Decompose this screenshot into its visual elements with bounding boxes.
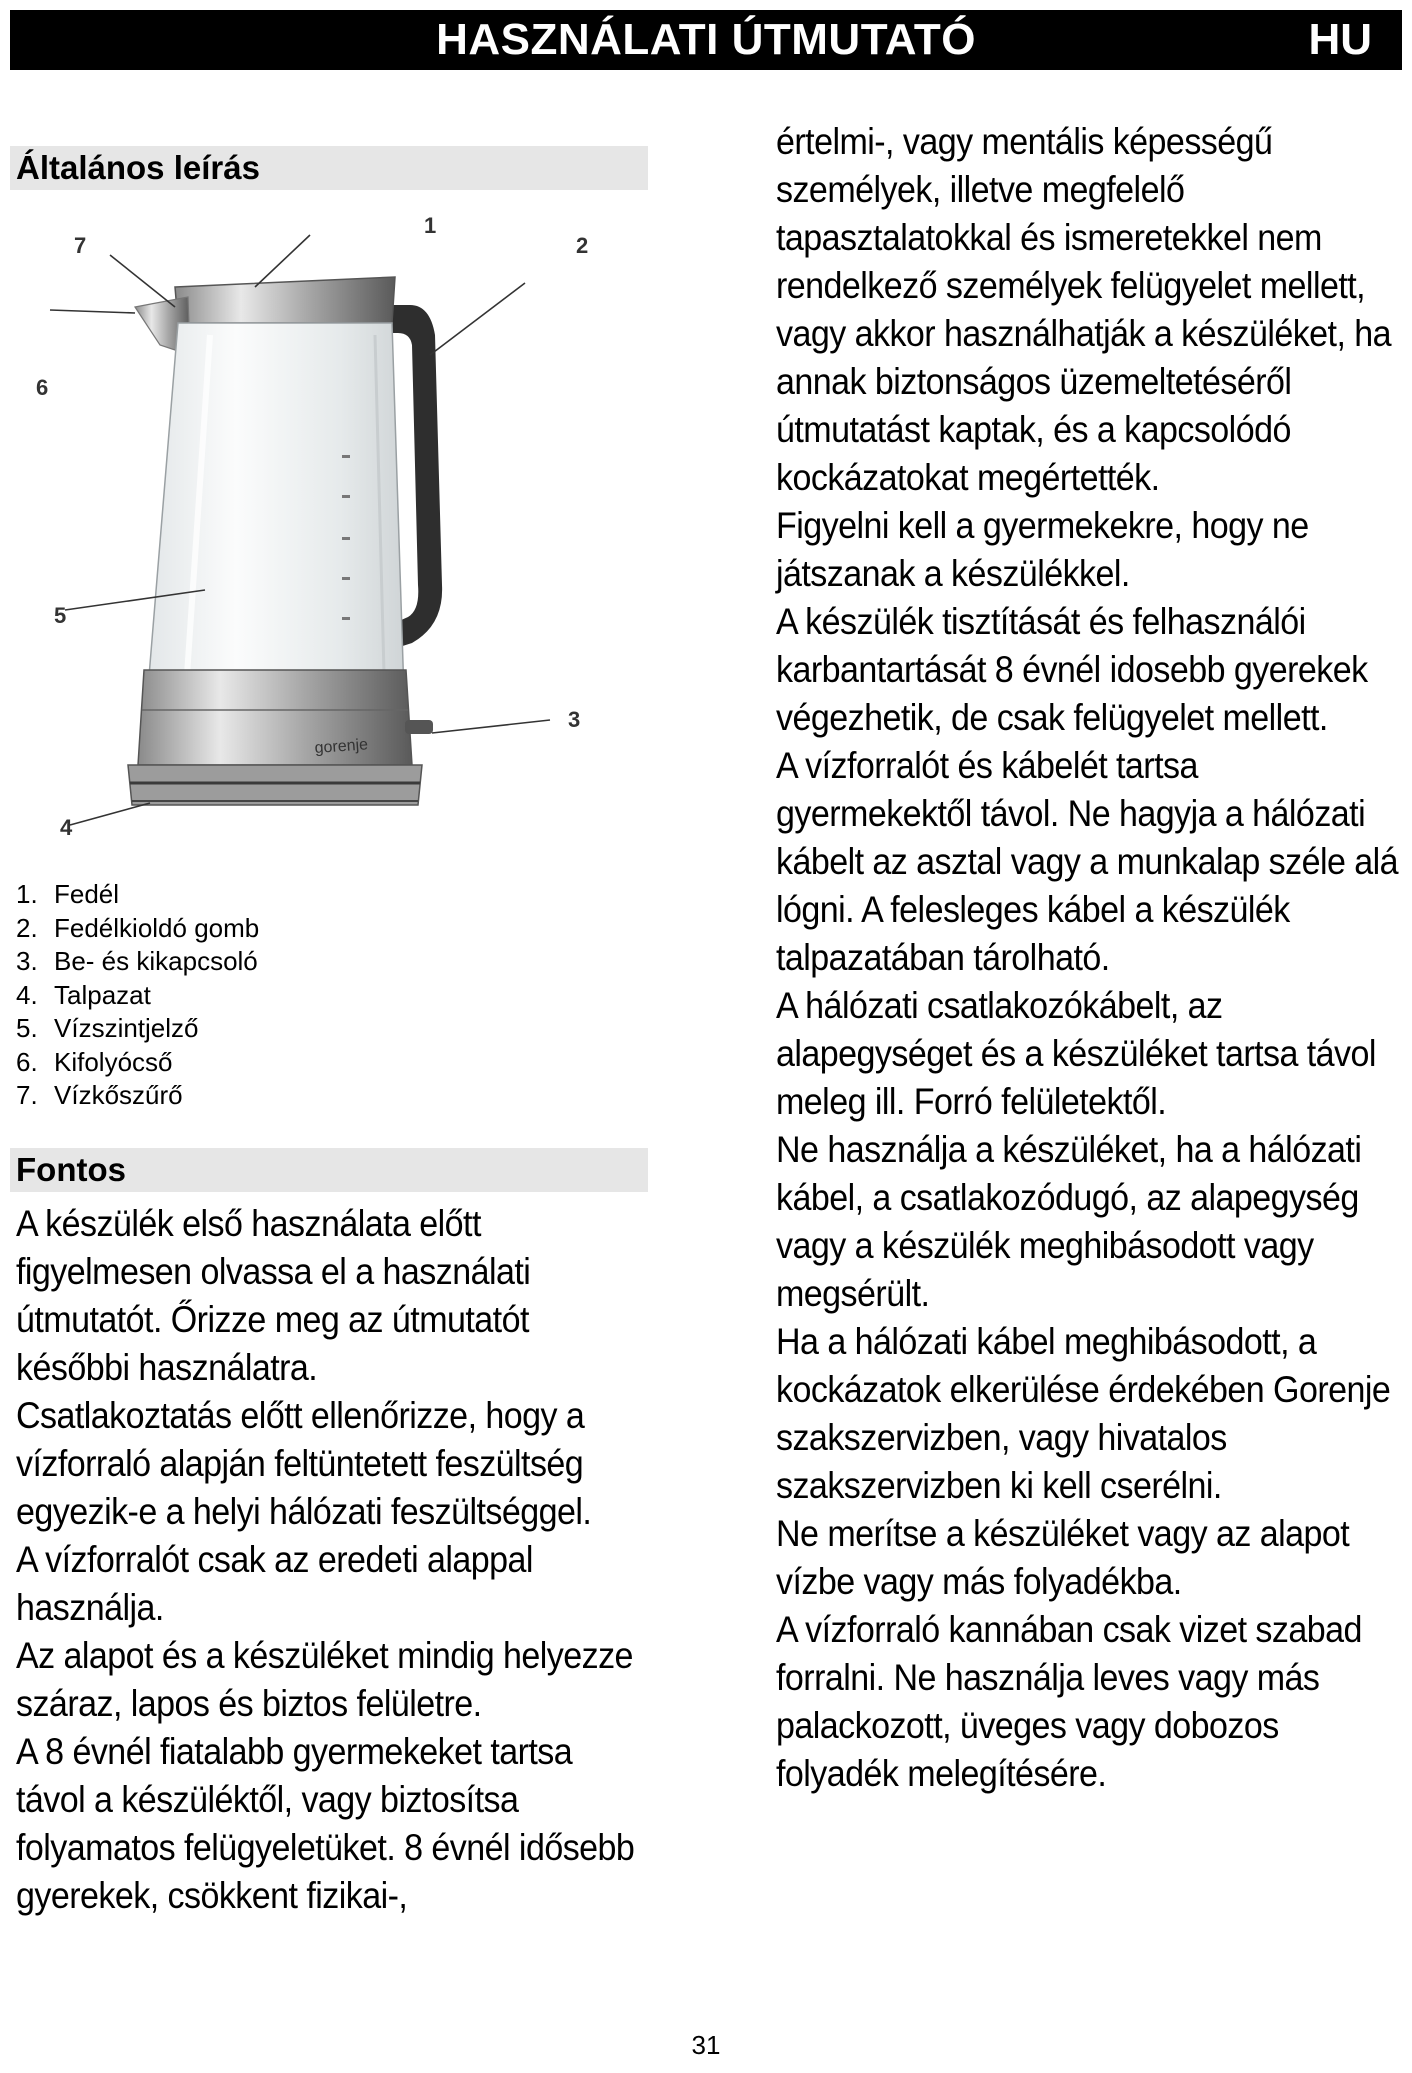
callout-1: 1 [424, 213, 437, 238]
paragraph: Ha a hálózati kábel meghibásodott, a kockázatok elkerülése érdekében Gorenje szakszervizben, vagy hivatalos szakszervizben ki kell cserélni. [776, 1321, 1391, 1506]
language-code: HU [1308, 15, 1372, 64]
paragraph: értelmi-, vagy mentális képességű személyek, illetve megfelelő tapasztalatokkal és ismeretekkel nem rendelkező személyek felügyelet mellett, vagy akkor használhatják a készüléket, ha annak biztonságos üzemeltetéséről útmutatást kaptak, és a kapcsolódó kockázatokat megértették. [776, 121, 1392, 498]
callout-2: 2 [576, 233, 589, 258]
paragraph: Ne merítse a készüléket vagy az alapot vízbe vagy más folyadékba. [776, 1513, 1350, 1602]
parts-list-item: 5. Vízszintjelző [16, 1013, 199, 1043]
steel-base-band [138, 670, 412, 765]
page-number: 31 [691, 2030, 721, 2060]
paragraph: Csatlakoztatás előtt ellenőrizze, hogy a vízforraló alapján feltüntetett feszültség egyezik-e a helyi hálózati feszültséggel. [16, 1395, 592, 1532]
base-shape [128, 765, 422, 805]
callout-7: 7 [74, 233, 87, 258]
paragraph: A hálózati csatlakozókábelt, az alapegységet és a készüléket tartsa távol meleg ill. Forró felületektől. [776, 985, 1376, 1122]
kettle-illustration [20, 205, 589, 865]
paragraph: A készülék tisztítását és felhasználói karbantartását 8 évnél idosebb gyerekek végezhetik, de csak felügyelet mellett. [776, 601, 1368, 738]
parts-list-item: 4. Talpazat [16, 979, 151, 1010]
switch-shape [405, 720, 433, 734]
parts-list [16, 878, 259, 1113]
general-description-heading: Általános leírás [10, 146, 648, 190]
parts-list-item: 3. Be- és kikapcsoló [16, 946, 258, 976]
parts-list-item: 2. Fedélkioldó gomb [16, 912, 260, 943]
paragraph: A vízforraló kannában csak vizet szabad forralni. Ne használja leves vagy más palackozott, üveges vagy dobozos folyadék melegítésére. [776, 1609, 1362, 1794]
paragraph: A vízforralót csak az eredeti alappal használja. [16, 1539, 533, 1628]
brand-logo: gorenje [314, 736, 369, 757]
lid-ring [175, 277, 395, 323]
kettle-figure [20, 205, 589, 865]
paragraph: A készülék első használata előtt figyelmesen olvassa el a használati útmutatót. Őrizze meg az útmutatót későbbi használatra. [16, 1203, 531, 1388]
paragraph: Ne használja a készüléket, ha a hálózati kábel, a csatlakozódugó, az alapegység vagy a készülék meghibásodott vagy megsérült. [776, 1129, 1362, 1314]
important-heading: Fontos [10, 1148, 648, 1192]
paragraph: A vízforralót és kábelét tartsa gyermekektől távol. Ne hagyja a hálózati kábelt az asztal vagy a munkalap széle alá lógni. A felesleges kábel a készülék talpazatában tárolható. [776, 745, 1399, 978]
important-text-left-column [16, 1200, 642, 1920]
parts-list-item: 7. Vízkőszűrő [16, 1080, 183, 1110]
parts-list-item: 1. Fedél [16, 879, 120, 909]
callout-3: 3 [568, 707, 581, 732]
important-text-right-column [776, 118, 1402, 1798]
paragraph: A 8 évnél fiatalabb gyermekeket tartsa távol a készüléktől, vagy biztosítsa folyamatos felügyeletüket. 8 évnél idősebb gyerekek, csökkent fizikai-, [16, 1731, 635, 1916]
paragraph: Figyelni kell a gyermekekre, hogy ne játszanak a készülékkel. [776, 505, 1309, 594]
paragraph: Az alapot és a készüléket mindig helyezze száraz, lapos és biztos felületre. [16, 1635, 633, 1724]
glass-body [145, 323, 405, 725]
callout-4: 4 [60, 815, 73, 840]
callout-5: 5 [54, 603, 67, 628]
page-title: HASZNÁLATI ÚTMUTATÓ [436, 15, 976, 64]
parts-list-item: 6. Kifolyócső [16, 1046, 173, 1077]
header-bar [10, 10, 1402, 70]
callout-6: 6 [36, 375, 49, 400]
